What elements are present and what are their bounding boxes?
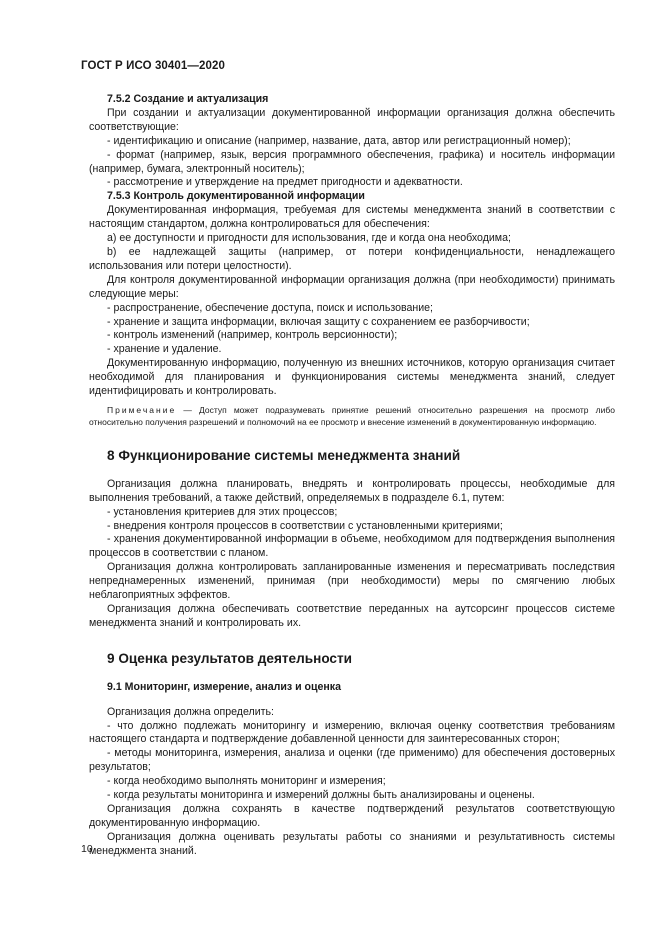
list-item: - когда необходимо выполнять мониторинг и измерения;: [107, 775, 386, 788]
note: [89, 404, 615, 428]
paragraph: Документированная информация, требуемая для системы менеджмента знаний в соответствии с настоящим стандартом, должна контролироваться для обеспечения:: [89, 204, 615, 231]
list-item: - хранение и защита информации, включая защиту с сохранением ее разборчивости;: [107, 315, 530, 328]
list-item: - хранения документированной информации в объеме, необходимом для подтверждения выполнения процессов в соответствии с планом.: [89, 533, 615, 560]
note-text: — Доступ может подразумевать принятие решений относительно разрешения на просмотр либо относительно получения разрешений и полномочий на ее просмотр и внесение изменений в документированную информацию.: [89, 404, 615, 427]
note-label: Примечание: [107, 404, 177, 415]
section-7-5-3-heading: 7.5.3 Контроль документированной информации: [107, 190, 365, 203]
list-item: - распространение, обеспечение доступа, поиск и использование;: [107, 301, 433, 314]
list-item: - хранение и удаление.: [107, 343, 222, 356]
page-number: 10: [81, 843, 93, 855]
section-8-heading: 8 Функционирование системы менеджмента знаний: [107, 447, 461, 463]
paragraph: Организация должна планировать, внедрять и контролировать процессы, необходимые для выполнения требований, а также действий, определяемых в подразделе 6.1, путем:: [89, 477, 615, 504]
document-header: ГОСТ Р ИСО 30401—2020: [81, 60, 226, 72]
paragraph: Организация должна обеспечивать соответствие переданных на аутсорсинг процессов системе менеджмента знаний и контролировать их.: [89, 603, 615, 629]
list-item: - установления критериев для этих процессов;: [107, 505, 338, 518]
list-item: - формат (например, язык, версия программного обеспечения, графика) и носитель информации (например, бумага, электронный носитель);: [89, 148, 615, 175]
list-item: - что должно подлежать мониторингу и измерению, включая оценку соответствия требованиям настоящего стандарта и подтверждение добавленной ценности для заинтересованных сторон;: [89, 719, 615, 746]
paragraph: Для контроля документированной информации организация должна (при необходимости) принимать следующие меры:: [89, 273, 615, 300]
section-7-5-2-heading: 7.5.2 Создание и актуализация: [107, 93, 269, 105]
list-item: - идентификацию и описание (например, название, дата, автор или регистрационный номер);: [107, 134, 571, 147]
list-item: - рассмотрение и утверждение на предмет пригодности и адекватности.: [107, 176, 463, 189]
list-item: - контроль изменений (например, контроль версионности);: [107, 329, 398, 342]
section-9-heading: 9 Оценка результатов деятельности: [107, 650, 353, 666]
list-item: b) ее надлежащей защиты (например, от потери конфиденциальности, ненадлежащего использования или потери целостности).: [89, 245, 615, 272]
paragraph: При создании и актуализации документированной информации организация должна обеспечить соответствующие:: [89, 106, 615, 133]
section-9-1-heading: 9.1 Мониторинг, измерение, анализ и оценка: [107, 680, 341, 693]
paragraph: Документированную информацию, полученную из внешних источников, которую организация считает необходимой для планирования и функционирования системы менеджмента знаний, следует идентифицировать и контролировать.: [89, 357, 615, 398]
list-item: - когда результаты мониторинга и измерений должны быть анализированы и оценены.: [107, 789, 535, 802]
list-item: - методы мониторинга, измерения, анализа и оценки (где применимо) для обеспечения достоверных результатов;: [89, 747, 615, 774]
paragraph: Организация должна оценивать результаты работы со знаниями и результативность системы менеджмента знаний.: [89, 830, 615, 857]
paragraph: Организация должна сохранять в качестве подтверждений результатов соответствующую документированную информацию.: [89, 802, 615, 829]
page-content: [89, 93, 615, 859]
list-item: a) ее доступности и пригодности для использования, где и когда она необходима;: [107, 232, 511, 245]
list-item: - внедрения контроля процессов в соответствии с установленными критериями;: [107, 519, 503, 532]
paragraph: Организация должна определить:: [107, 705, 274, 718]
paragraph: Организация должна контролировать запланированные изменения и пересматривать последствия непреднамеренных изменений, принимая (при необходимости) меры по смягчению любых неблагоприятных эффектов.: [89, 561, 615, 602]
